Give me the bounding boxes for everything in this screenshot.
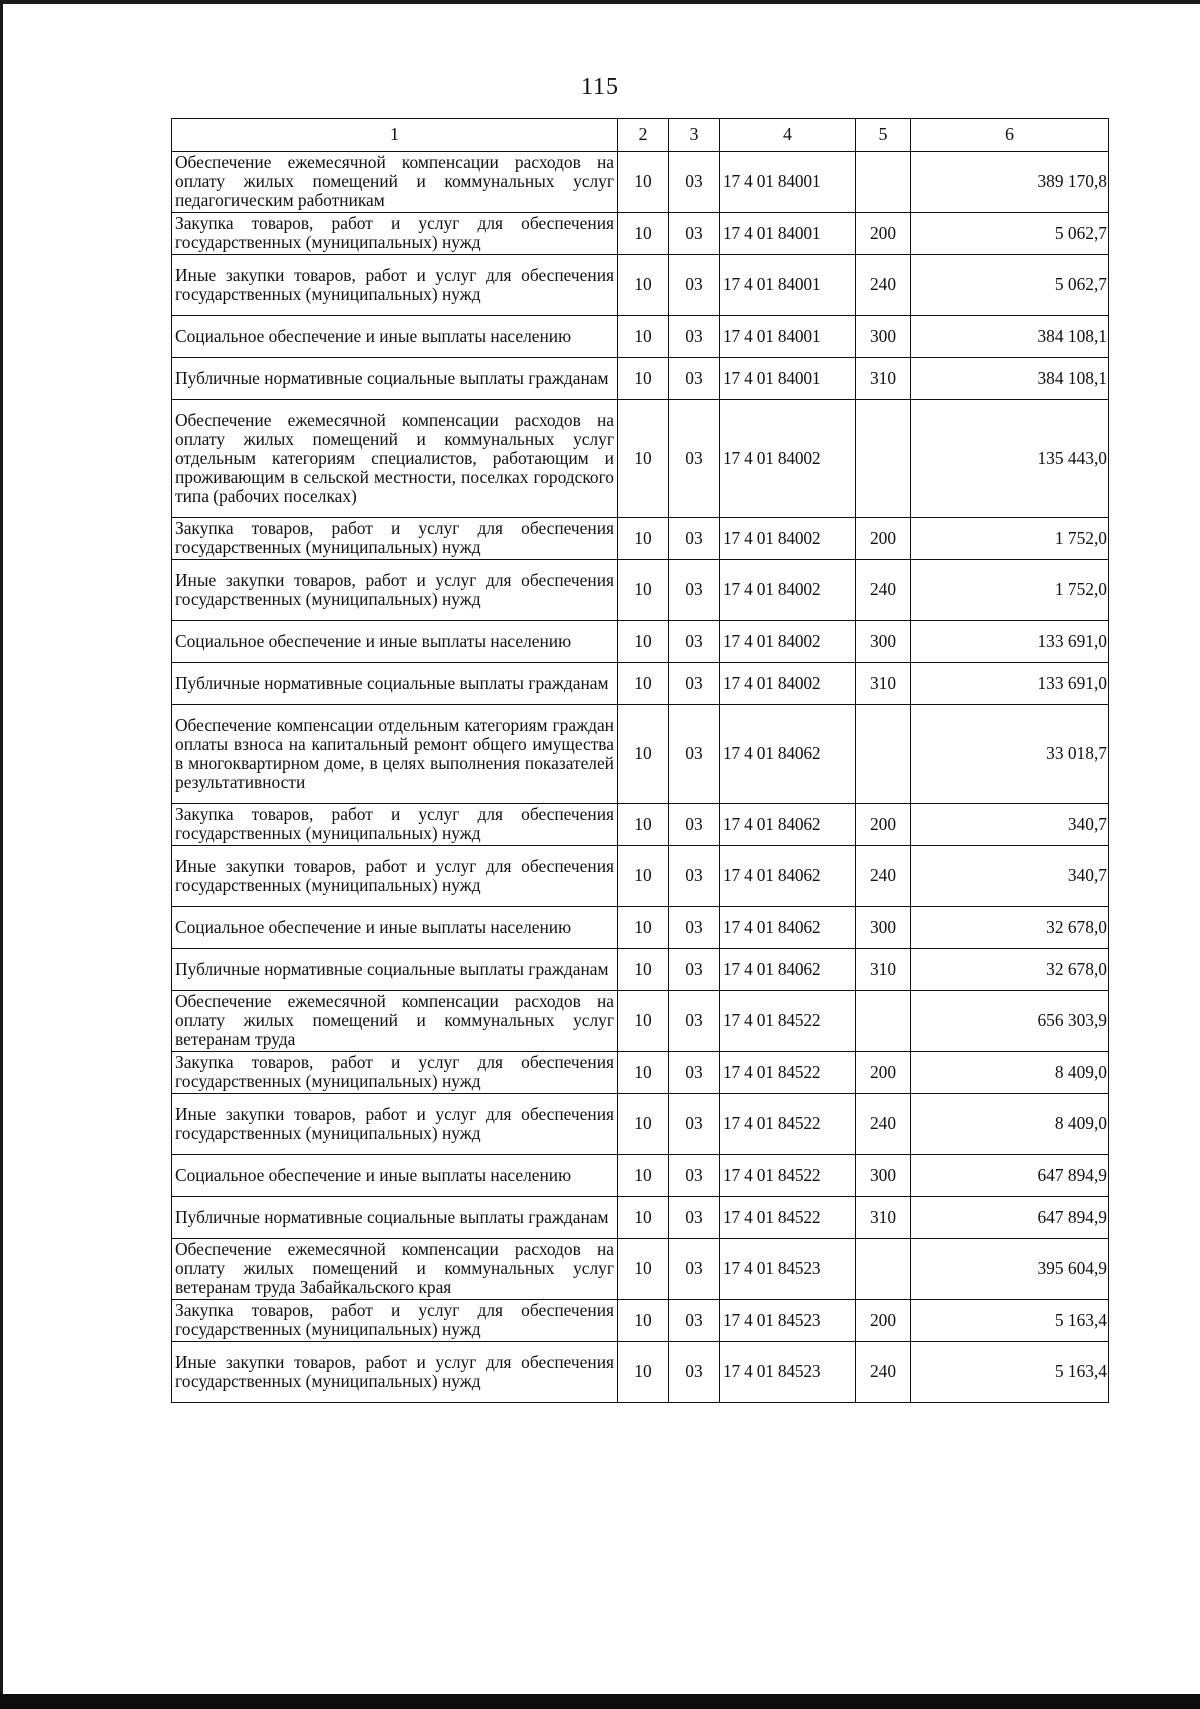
row-subsection: 03: [669, 1197, 720, 1239]
scan-edge-top: [0, 0, 1200, 4]
row-amount: 33 018,7: [911, 705, 1109, 804]
row-section: 10: [618, 1342, 669, 1403]
table-row: [172, 400, 1109, 518]
row-section: 10: [618, 846, 669, 907]
table-row: [172, 949, 1109, 991]
row-code: 17 4 01 84001: [720, 358, 856, 400]
row-name: Закупка товаров, работ и услуг для обеспечения государственных (муниципальных) нужд: [172, 804, 618, 846]
row-subsection: 03: [669, 705, 720, 804]
page-number: 115: [580, 74, 620, 100]
row-amount: 647 894,9: [911, 1155, 1109, 1197]
row-name: Обеспечение ежемесячной компенсации расходов на оплату жилых помещений и коммунальных услуг ветеранам труда Забайкальского края: [172, 1239, 618, 1300]
row-amount: 133 691,0: [911, 621, 1109, 663]
table-row: [172, 705, 1109, 804]
row-name: Социальное обеспечение и иные выплаты населению: [172, 907, 618, 949]
row-name: Социальное обеспечение и иные выплаты населению: [172, 316, 618, 358]
row-section: 10: [618, 1239, 669, 1300]
row-section: 10: [618, 1094, 669, 1155]
row-amount: 5 062,7: [911, 213, 1109, 255]
row-expense-type: 300: [856, 1155, 911, 1197]
row-subsection: 03: [669, 255, 720, 316]
row-section: 10: [618, 1300, 669, 1342]
row-name: Обеспечение ежемесячной компенсации расходов на оплату жилых помещений и коммунальных услуг педагогическим работникам: [172, 152, 618, 213]
row-subsection: 03: [669, 949, 720, 991]
row-subsection: 03: [669, 400, 720, 518]
table-row: [172, 560, 1109, 621]
row-subsection: 03: [669, 1094, 720, 1155]
row-code: 17 4 01 84523: [720, 1239, 856, 1300]
table-row: [172, 152, 1109, 213]
table-row: [172, 804, 1109, 846]
row-expense-type: 240: [856, 1094, 911, 1155]
row-name: Иные закупки товаров, работ и услуг для обеспечения государственных (муниципальных) нужд: [172, 1094, 618, 1155]
row-section: 10: [618, 213, 669, 255]
row-subsection: 03: [669, 358, 720, 400]
row-name: Закупка товаров, работ и услуг для обеспечения государственных (муниципальных) нужд: [172, 1300, 618, 1342]
row-amount: 340,7: [911, 804, 1109, 846]
row-expense-type: 300: [856, 316, 911, 358]
row-code: 17 4 01 84001: [720, 255, 856, 316]
row-expense-type: 200: [856, 1052, 911, 1094]
row-subsection: 03: [669, 1300, 720, 1342]
row-section: 10: [618, 518, 669, 560]
row-expense-type: 310: [856, 949, 911, 991]
row-amount: 340,7: [911, 846, 1109, 907]
row-name: Публичные нормативные социальные выплаты гражданам: [172, 949, 618, 991]
row-code: 17 4 01 84001: [720, 213, 856, 255]
scan-edge-bottom: [0, 1694, 1200, 1709]
row-name: Иные закупки товаров, работ и услуг для обеспечения государственных (муниципальных) нужд: [172, 255, 618, 316]
row-name: Социальное обеспечение и иные выплаты населению: [172, 1155, 618, 1197]
row-subsection: 03: [669, 907, 720, 949]
row-amount: 656 303,9: [911, 991, 1109, 1052]
row-expense-type: 310: [856, 663, 911, 705]
table-row: [172, 663, 1109, 705]
row-name: Закупка товаров, работ и услуг для обеспечения государственных (муниципальных) нужд: [172, 1052, 618, 1094]
row-section: 10: [618, 705, 669, 804]
row-section: 10: [618, 1197, 669, 1239]
row-name: Публичные нормативные социальные выплаты гражданам: [172, 663, 618, 705]
row-section: 10: [618, 316, 669, 358]
row-amount: 8 409,0: [911, 1052, 1109, 1094]
row-amount: 135 443,0: [911, 400, 1109, 518]
row-code: 17 4 01 84523: [720, 1342, 856, 1403]
row-expense-type: 300: [856, 621, 911, 663]
column-header: 1: [172, 119, 618, 152]
row-name: Иные закупки товаров, работ и услуг для обеспечения государственных (муниципальных) нужд: [172, 846, 618, 907]
table-row: [172, 213, 1109, 255]
table-row: [172, 1155, 1109, 1197]
row-amount: 32 678,0: [911, 907, 1109, 949]
row-subsection: 03: [669, 1052, 720, 1094]
row-amount: 1 752,0: [911, 518, 1109, 560]
scan-edge-left: [0, 0, 3, 1709]
table-row: [172, 907, 1109, 949]
row-code: 17 4 01 84001: [720, 316, 856, 358]
row-section: 10: [618, 152, 669, 213]
row-section: 10: [618, 358, 669, 400]
row-subsection: 03: [669, 1239, 720, 1300]
table-row: [172, 255, 1109, 316]
table-row: [172, 1094, 1109, 1155]
row-section: 10: [618, 1155, 669, 1197]
row-name: Иные закупки товаров, работ и услуг для обеспечения государственных (муниципальных) нужд: [172, 560, 618, 621]
row-amount: 389 170,8: [911, 152, 1109, 213]
row-expense-type: [856, 705, 911, 804]
row-amount: 5 163,4: [911, 1300, 1109, 1342]
row-amount: 647 894,9: [911, 1197, 1109, 1239]
column-header: 4: [720, 119, 856, 152]
budget-table: [171, 118, 1109, 1403]
row-amount: 32 678,0: [911, 949, 1109, 991]
row-name: Закупка товаров, работ и услуг для обеспечения государственных (муниципальных) нужд: [172, 213, 618, 255]
row-amount: 395 604,9: [911, 1239, 1109, 1300]
header-row: [172, 119, 1109, 152]
row-code: 17 4 01 84002: [720, 560, 856, 621]
row-expense-type: 300: [856, 907, 911, 949]
row-code: 17 4 01 84002: [720, 400, 856, 518]
table-row: [172, 1197, 1109, 1239]
row-expense-type: 310: [856, 358, 911, 400]
row-name: Закупка товаров, работ и услуг для обеспечения государственных (муниципальных) нужд: [172, 518, 618, 560]
row-code: 17 4 01 84522: [720, 1094, 856, 1155]
row-section: 10: [618, 804, 669, 846]
row-subsection: 03: [669, 518, 720, 560]
row-code: 17 4 01 84002: [720, 621, 856, 663]
row-expense-type: 240: [856, 255, 911, 316]
row-code: 17 4 01 84062: [720, 705, 856, 804]
row-name: Публичные нормативные социальные выплаты гражданам: [172, 358, 618, 400]
row-subsection: 03: [669, 152, 720, 213]
row-code: 17 4 01 84062: [720, 804, 856, 846]
row-expense-type: 200: [856, 1300, 911, 1342]
row-code: 17 4 01 84523: [720, 1300, 856, 1342]
row-subsection: 03: [669, 663, 720, 705]
row-expense-type: [856, 1239, 911, 1300]
table-row: [172, 1342, 1109, 1403]
row-section: 10: [618, 621, 669, 663]
row-section: 10: [618, 1052, 669, 1094]
row-amount: 5 163,4: [911, 1342, 1109, 1403]
row-expense-type: 310: [856, 1197, 911, 1239]
row-subsection: 03: [669, 1342, 720, 1403]
column-header: 6: [911, 119, 1109, 152]
row-section: 10: [618, 663, 669, 705]
row-amount: 384 108,1: [911, 358, 1109, 400]
row-code: 17 4 01 84002: [720, 663, 856, 705]
table-row: [172, 846, 1109, 907]
table-row: [172, 1300, 1109, 1342]
row-code: 17 4 01 84522: [720, 1052, 856, 1094]
row-expense-type: 240: [856, 1342, 911, 1403]
row-section: 10: [618, 560, 669, 621]
table-row: [172, 991, 1109, 1052]
row-expense-type: 200: [856, 213, 911, 255]
row-expense-type: 240: [856, 560, 911, 621]
row-expense-type: 200: [856, 518, 911, 560]
row-section: 10: [618, 949, 669, 991]
row-name: Обеспечение компенсации отдельным категориям граждан оплаты взноса на капитальный ремонт общего имущества в многоквартирном доме, в целях выполнения показателей результативности: [172, 705, 618, 804]
column-header: 2: [618, 119, 669, 152]
row-code: 17 4 01 84522: [720, 1155, 856, 1197]
row-subsection: 03: [669, 846, 720, 907]
row-subsection: 03: [669, 316, 720, 358]
table-row: [172, 621, 1109, 663]
row-amount: 384 108,1: [911, 316, 1109, 358]
column-header: 5: [856, 119, 911, 152]
row-subsection: 03: [669, 621, 720, 663]
table-row: [172, 316, 1109, 358]
row-subsection: 03: [669, 991, 720, 1052]
row-expense-type: [856, 991, 911, 1052]
row-expense-type: 200: [856, 804, 911, 846]
row-name: Обеспечение ежемесячной компенсации расходов на оплату жилых помещений и коммунальных услуг отдельным категориям специалистов, работающим и проживающим в сельской местности, поселках городского типа (рабочих поселках): [172, 400, 618, 518]
row-name: Иные закупки товаров, работ и услуг для обеспечения государственных (муниципальных) нужд: [172, 1342, 618, 1403]
row-expense-type: [856, 400, 911, 518]
row-section: 10: [618, 255, 669, 316]
row-code: 17 4 01 84522: [720, 991, 856, 1052]
row-amount: 8 409,0: [911, 1094, 1109, 1155]
table-row: [172, 358, 1109, 400]
table-row: [172, 518, 1109, 560]
row-code: 17 4 01 84522: [720, 1197, 856, 1239]
row-code: 17 4 01 84062: [720, 907, 856, 949]
table-row: [172, 1052, 1109, 1094]
row-expense-type: 240: [856, 846, 911, 907]
row-subsection: 03: [669, 560, 720, 621]
row-subsection: 03: [669, 1155, 720, 1197]
row-name: Социальное обеспечение и иные выплаты населению: [172, 621, 618, 663]
table-row: [172, 1239, 1109, 1300]
row-subsection: 03: [669, 804, 720, 846]
row-name: Публичные нормативные социальные выплаты гражданам: [172, 1197, 618, 1239]
row-section: 10: [618, 907, 669, 949]
row-code: 17 4 01 84062: [720, 949, 856, 991]
row-expense-type: [856, 152, 911, 213]
row-amount: 133 691,0: [911, 663, 1109, 705]
row-section: 10: [618, 991, 669, 1052]
row-amount: 5 062,7: [911, 255, 1109, 316]
column-header: 3: [669, 119, 720, 152]
row-code: 17 4 01 84001: [720, 152, 856, 213]
row-subsection: 03: [669, 213, 720, 255]
row-section: 10: [618, 400, 669, 518]
row-code: 17 4 01 84002: [720, 518, 856, 560]
row-name: Обеспечение ежемесячной компенсации расходов на оплату жилых помещений и коммунальных услуг ветеранам труда: [172, 991, 618, 1052]
row-code: 17 4 01 84062: [720, 846, 856, 907]
row-amount: 1 752,0: [911, 560, 1109, 621]
